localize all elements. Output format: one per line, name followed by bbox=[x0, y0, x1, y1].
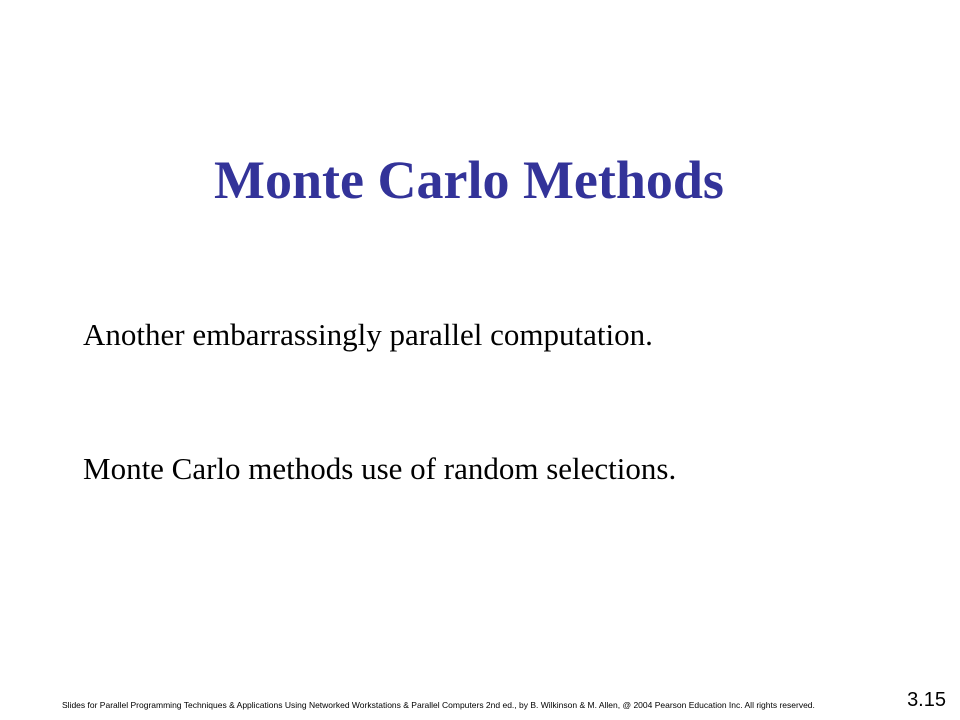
slide-number: 3.15 bbox=[907, 689, 946, 711]
body-text-line: Monte Carlo methods use of random selections. bbox=[83, 451, 677, 486]
slide-title: Monte Carlo Methods bbox=[214, 150, 724, 210]
footer-credit: Slides for Parallel Programming Techniques & Applications Using Networked Workstations & Parallel Computers 2nd ed., by B. Wilkinson & M. Allen, @ 2004 Pearson Education Inc. All rights reserved. bbox=[62, 700, 815, 710]
body-text-line: Another embarrassingly parallel computation. bbox=[83, 317, 653, 352]
